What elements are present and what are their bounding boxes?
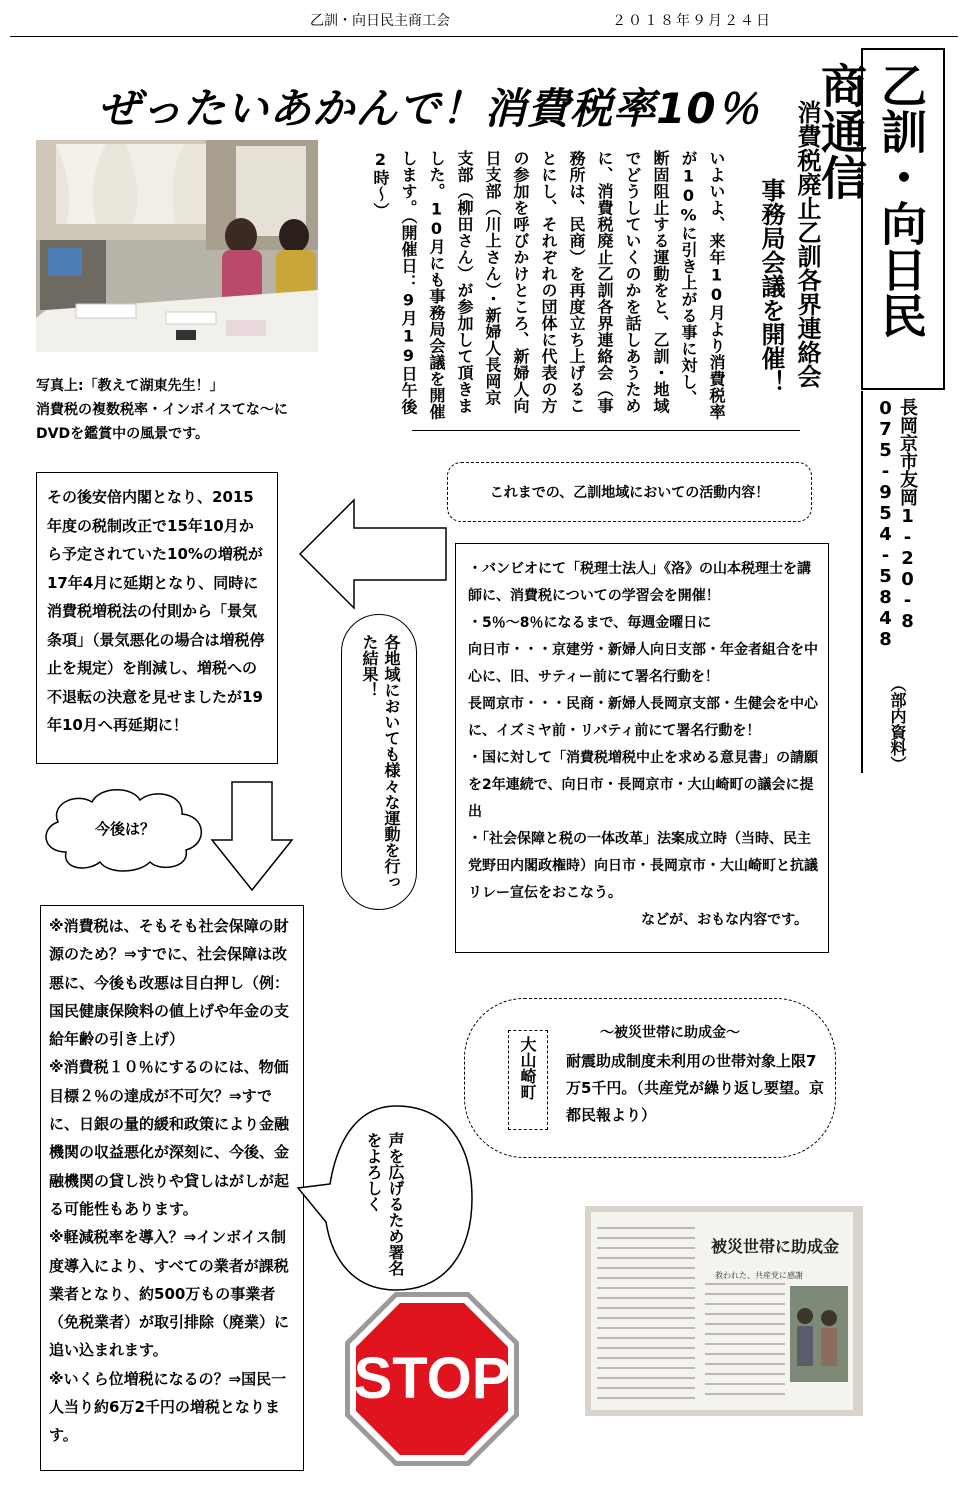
activities-box — [455, 543, 829, 953]
activity-item: ・国に対して「消費税増税中止を求める意見書」の請願を2年連続で、向日市・長岡京市・大山崎町の議会に提出 — [468, 750, 818, 820]
article-body: いよいよ、来年10月より消費税率が10%に引き上がる事に対し、断固阻止する運動をと、乙訓・地域でどうしていくのかを話しあうために、消費税廃止乙訓各界連絡会（事務所は、民商）を再度立ち上げることにし、それぞれの団体に代表の方の参加を呼びかけところ、新婦人向日支部（川上さん）・新婦人長岡京支部（柳田さん）が参加して頂きました。10月にも事務局会議を開催します。（開催日：9月19日午後2時～） — [371, 150, 726, 420]
masthead-box — [814, 48, 945, 390]
activity-item: ・バンビオにて「税理士法人」《洛》の山本税理士を講師に、消費税についての学習会を開催！ — [468, 561, 811, 604]
arrow-left-icon — [298, 498, 448, 610]
arrow-down-icon — [210, 780, 294, 892]
activities-header: これまでの、乙訓地域においての活動内容！ — [489, 485, 770, 501]
article-headline-line1: 消費税廃止乙訓各界連絡会 — [793, 100, 821, 388]
photo-caption-line: 写真上:「教えて湖東先生！」 — [36, 378, 224, 394]
issue-item: ※消費税１０％にするのには、物価目標２％の達成が不可欠？⇒すでに、日銀の量的緩和政策により金融機関の収益悪化が深刻に、今後、金融機関の貸し渋りや貸しはがしが起る可能性もあります。 — [49, 1058, 290, 1218]
issue-item: ※軽減税率を導入？⇒インボイス制度導入により、すべての業者が課税業者となり、約500万もの事業者（免税業者）が取引排除（廃業）に追い込まれます。 — [49, 1228, 290, 1360]
header-date: ２０１８年９月２４日 — [612, 13, 772, 29]
main-title: ぜったいあかんで！消費税率10％ — [98, 84, 760, 133]
activity-item: ・「社会保障と税の一体改革」法案成立時（当時、民主党野田内閣政権時）向日市・長岡京市・大山崎町と抗議リレー宣伝をおこなう。 — [468, 831, 818, 901]
oyamazaki-body: 耐震助成制度未利用の世帯対象上限7万5千円。（共産党が繰り返し要望。京都民報より） — [566, 1052, 824, 1124]
article-headline — [732, 100, 838, 420]
activity-item: 長岡京市・・・民商・新婦人長岡京支部・生健会を中心に、イズミヤ前・リバティ前にて署名行動を！ — [468, 696, 818, 739]
activity-item: 向日市・・・京建労・新婦人向日支部・年金者組合を中心に、旧、サティー前にて署名行動を！ — [468, 642, 818, 685]
activities-footer: などが、おもな内容です。 — [641, 912, 808, 928]
stop-sign-icon — [343, 1290, 521, 1468]
masthead-phone: 075-954-5848 — [875, 398, 896, 650]
clipping-subhead: 救われた、共産党に感謝 — [715, 1271, 803, 1280]
delay-history-box: その後安倍内閣となり、2015年度の税制改正で15年10月から予定されていた10%の増税が17年4月に延期となり、同時に消費税増税法の付則から「景気条項」（景気悪化の場合は増税停止を規定）を削減し、増税への不退転の決意を見せましたが19年10月へ再延期に！ — [36, 472, 278, 764]
cloud-text: 今後は？ — [94, 820, 155, 838]
activity-item: ・5％～8％になるまで、毎週金曜日に — [468, 615, 712, 631]
issue-item: ※消費税は、そもそも社会保障の財源のため？⇒すでに、社会保障は改悪に、今後も改悪は目白押し（例：国民健康保険料の値上げや年金の支給年齢の引き上げ） — [49, 917, 290, 1049]
clipping-headline: 被災世帯に助成金 — [711, 1237, 840, 1256]
pill-text: 各地域においても様々な運動を行った結果！ — [360, 634, 401, 890]
photo-caption-line: 消費税の複数税率・インボイスてな～に — [36, 402, 288, 418]
oyamazaki-subtitle: ～被災世帯に助成金～ — [600, 1025, 740, 1041]
masthead-title: 乙訓・向日民商通信 — [814, 62, 928, 338]
article-headline-line2: 事務局会議を開催！ — [757, 178, 785, 394]
header-organization: 乙訓・向日民主商工会 — [310, 13, 450, 29]
oyamazaki-tag: 大山崎町 — [518, 1036, 537, 1100]
masthead-divider — [861, 391, 863, 773]
issue-item: ※いくら位増税になるの？⇒国民一人当り約6万2千円の増税となります。 — [49, 1369, 287, 1445]
masthead-address: 長岡京市友岡1-20-8 — [897, 398, 918, 632]
masthead-contact — [874, 398, 918, 718]
bubble-text: 声を広げるため署名をよろしく — [364, 1132, 405, 1276]
stop-label: STOP — [353, 1346, 511, 1411]
article-rule — [412, 430, 800, 431]
masthead-note: （部内資料） — [888, 676, 907, 772]
newspaper-clipping — [585, 1206, 863, 1416]
header-rule — [10, 36, 958, 37]
future-issues-box — [40, 905, 304, 1471]
photo-caption — [36, 374, 288, 446]
meeting-photo — [36, 140, 318, 352]
photo-caption-line: DVDを鑑賞中の風景です。 — [36, 426, 209, 442]
